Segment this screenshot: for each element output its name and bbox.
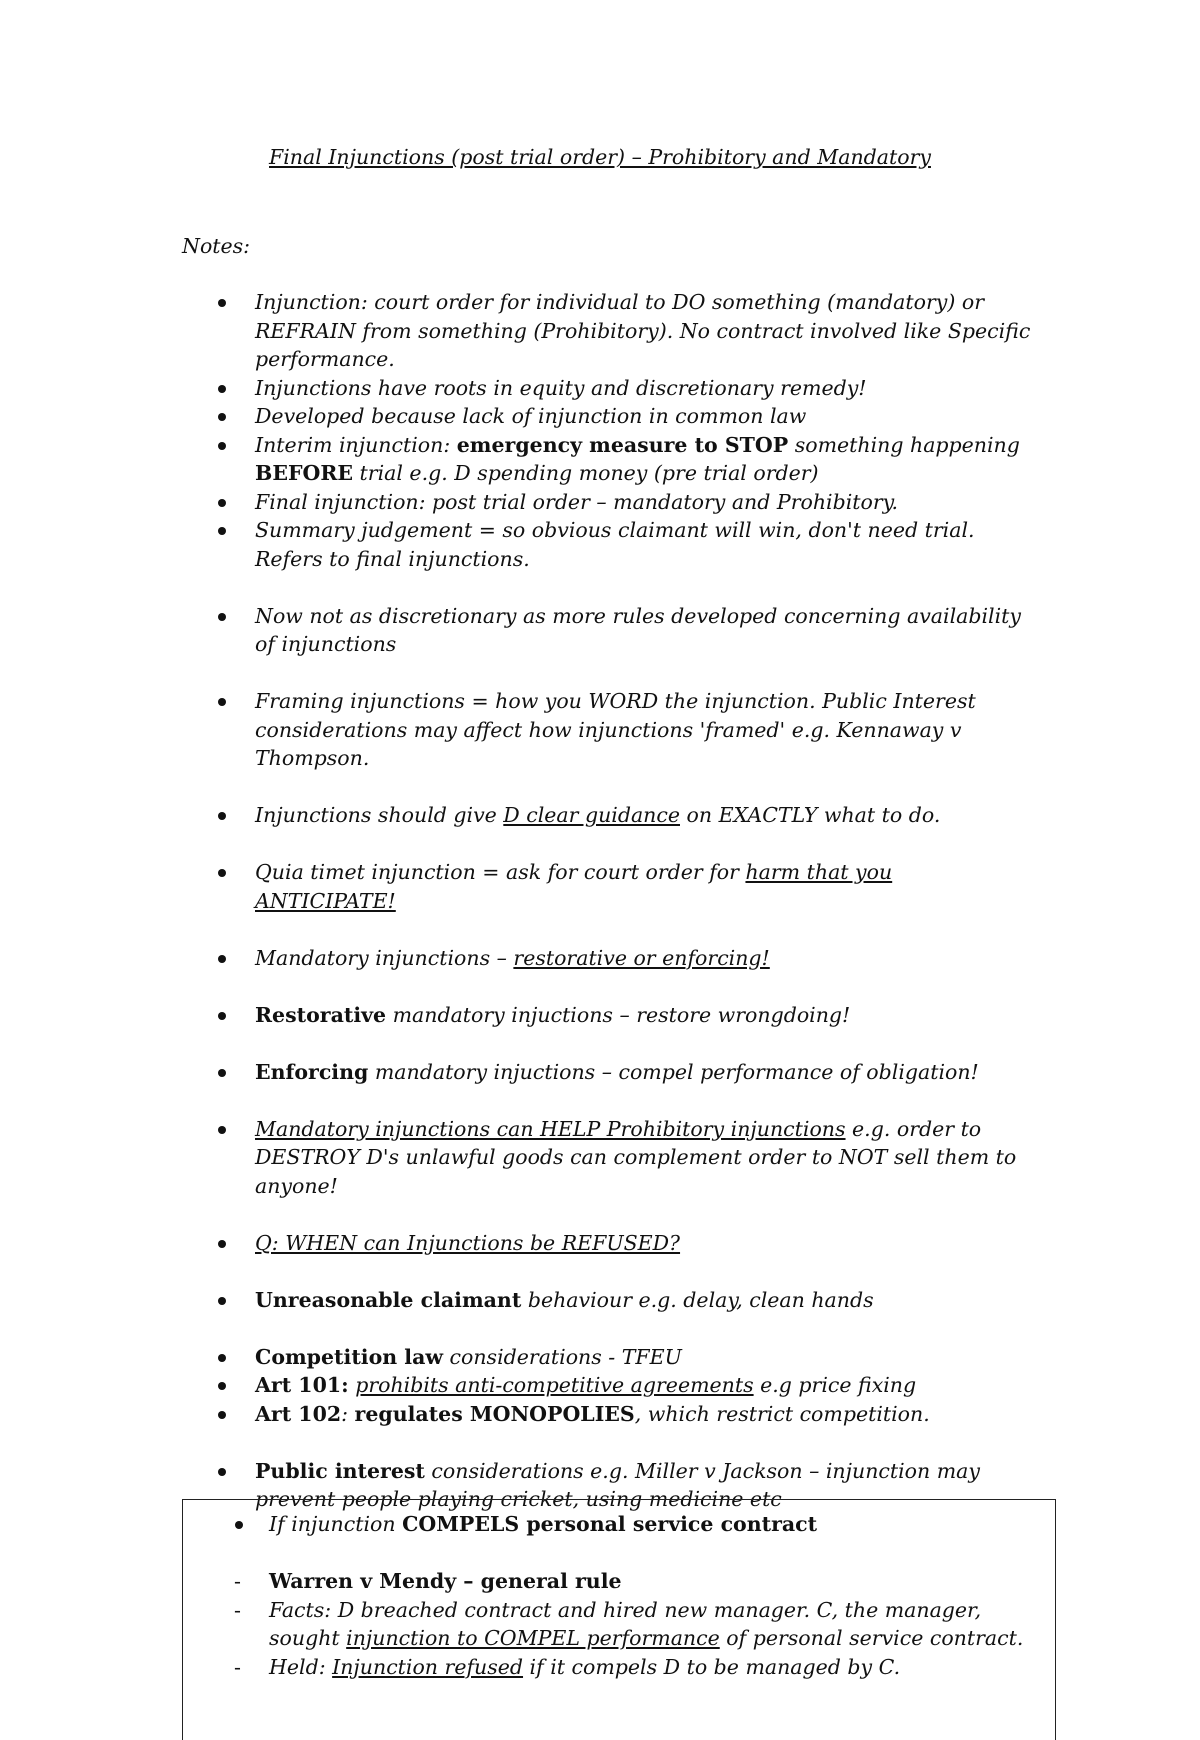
text-run: trial e.g. D spending money (pre trial order) <box>353 461 819 485</box>
text-run: Injunction: court order for individual to DO something (mandatory) or REFRAIN from something (Prohibitory). No contract involved like Specific performance. <box>255 290 1031 371</box>
text-run: something happening <box>788 432 1020 457</box>
text-run: e.g. order to DESTROY D's unlawful goods can complement order to NOT sell them to anyone! <box>255 1116 1017 1198</box>
case-box-item <box>183 1596 1039 1653</box>
text-run: Final injunction: post trial order – mandatory and Prohibitory. <box>255 489 899 514</box>
text-run: Facts: D breached contract and hired new manager. C, the manager, sought <box>269 1597 982 1650</box>
note-bullet <box>0 602 1035 659</box>
note-bullet <box>0 516 1035 573</box>
bullet-dot-icon <box>218 1126 226 1134</box>
notes-bullet-list <box>0 288 1200 1514</box>
bullet-dot-icon <box>218 499 226 507</box>
case-box-item <box>183 1567 1039 1596</box>
text-run: harm that you ANTICIPATE! <box>255 860 893 913</box>
bullet-dot-icon <box>218 299 226 307</box>
note-bullet <box>0 1229 1035 1258</box>
note-bullet <box>0 1286 1035 1315</box>
case-box-item <box>183 1653 1039 1682</box>
bullet-dot-icon <box>218 1468 226 1476</box>
text-run: regulates MONOPOLIES <box>354 1401 635 1426</box>
text-run: Mandatory injunctions can HELP Prohibitory injunctions <box>255 1116 846 1141</box>
bullet-dot-icon <box>218 1411 226 1419</box>
note-bullet <box>0 431 1035 488</box>
note-bullet <box>0 402 1035 431</box>
text-run: D clear guidance <box>503 803 680 827</box>
text-run: Public interest <box>255 1458 425 1483</box>
text-run: mandatory injuctions – compel performance of obligation! <box>368 1059 979 1084</box>
text-run: Injunction refused <box>332 1654 524 1679</box>
bullet-dot-icon <box>218 1382 226 1390</box>
text-run: of personal service contract. <box>719 1626 1024 1650</box>
bullet-dot-icon <box>218 955 226 963</box>
text-run: Framing injunctions = how you WORD the injunction. Public Interest considerations may affect how injunctions 'framed' e.g. Kennaway v Thompson. <box>255 689 976 770</box>
bullet-dot-icon <box>218 1354 226 1362</box>
note-bullet <box>0 288 1035 374</box>
note-bullet <box>0 858 1035 915</box>
note-bullet <box>0 1058 1035 1087</box>
bullet-dot-icon <box>218 698 226 706</box>
text-run: mandatory injuctions – restore wrongdoing! <box>386 1002 851 1027</box>
note-bullet <box>0 944 1035 973</box>
note-bullet <box>0 1343 1035 1372</box>
text-run: prohibits anti-competitive agreements <box>355 1373 754 1397</box>
text-run: Now not as discretionary as more rules developed concerning availability of injunctions <box>255 603 1021 656</box>
note-bullet <box>0 1001 1035 1030</box>
text-run: Unreasonable claimant <box>255 1287 522 1312</box>
text-run: Developed because lack of injunction in common law <box>255 404 807 428</box>
text-run: BEFORE <box>255 461 354 485</box>
text-run: on EXACTLY what to do. <box>680 803 941 827</box>
case-box-item <box>183 1510 1039 1539</box>
bullet-dot-icon <box>218 413 226 421</box>
bullet-dot-icon <box>218 442 226 450</box>
text-run: Art 101: <box>255 1373 349 1397</box>
text-run: Q: WHEN can Injunctions be REFUSED? <box>255 1230 681 1255</box>
text-run: COMPELS personal service contract <box>402 1512 818 1536</box>
bullet-dot-icon <box>218 1240 226 1248</box>
text-run: if it compels D to be managed by C. <box>523 1654 901 1679</box>
text-run: Injunctions should give <box>255 803 504 827</box>
notes-label: Notes: <box>182 234 251 258</box>
case-box <box>182 1499 1056 1740</box>
bullet-dot-icon <box>218 1012 226 1020</box>
text-run: Quia timet injunction = ask for court order for <box>255 860 746 884</box>
note-bullet <box>0 687 1035 773</box>
text-run: Restorative <box>255 1002 387 1027</box>
text-run: Injunctions have roots in equity and discretionary remedy! <box>255 375 867 400</box>
text-run: injunction to COMPEL performance <box>346 1626 720 1650</box>
note-bullet <box>0 1400 1035 1429</box>
note-bullet <box>0 374 1035 403</box>
bullet-dot-icon <box>235 1521 243 1529</box>
note-bullet <box>0 1371 1035 1400</box>
text-run: behaviour e.g. delay, clean hands <box>521 1287 874 1312</box>
bullet-dot-icon <box>218 527 226 535</box>
bullet-dot-icon <box>218 812 226 820</box>
bullet-dot-icon <box>218 1069 226 1077</box>
dash-marker-icon: - <box>234 1597 241 1622</box>
bullet-dot-icon <box>218 869 226 877</box>
text-run: Competition law <box>255 1344 444 1369</box>
note-bullet <box>0 1115 1035 1201</box>
text-run: If injunction <box>269 1512 403 1536</box>
text-run: considerations e.g. Miller v Jackson – injunction may prevent people playing cricket, using medicine etc <box>255 1458 980 1511</box>
dash-marker-icon: - <box>234 1654 241 1679</box>
text-run: Enforcing <box>255 1059 369 1084</box>
text-run: , which restrict competition. <box>634 1401 930 1426</box>
text-run: restorative or enforcing! <box>513 945 770 970</box>
text-run: : <box>341 1401 355 1426</box>
note-bullet <box>0 488 1035 517</box>
dash-marker-icon: - <box>234 1569 241 1593</box>
text-run: Warren v Mendy – general rule <box>269 1569 622 1593</box>
bullet-dot-icon <box>218 1297 226 1305</box>
text-run: emergency measure to STOP <box>456 432 789 457</box>
text-run: Interim injunction: <box>255 432 457 457</box>
text-run: e.g price fixing <box>753 1373 917 1397</box>
bullet-dot-icon <box>218 613 226 621</box>
note-bullet <box>0 801 1035 830</box>
page-title: Final Injunctions (post trial order) – Prohibitory and Mandatory <box>269 145 931 169</box>
case-box-list <box>183 1510 1055 1681</box>
bullet-dot-icon <box>218 385 226 393</box>
text-run: Art 102 <box>255 1401 342 1426</box>
text-run: Held: <box>269 1654 333 1679</box>
text-run: Mandatory injunctions – <box>255 945 514 970</box>
text-run: considerations - TFEU <box>443 1344 682 1369</box>
text-run: Summary judgement = so obvious claimant will win, don't need trial. Refers to final injunctions. <box>255 518 975 571</box>
